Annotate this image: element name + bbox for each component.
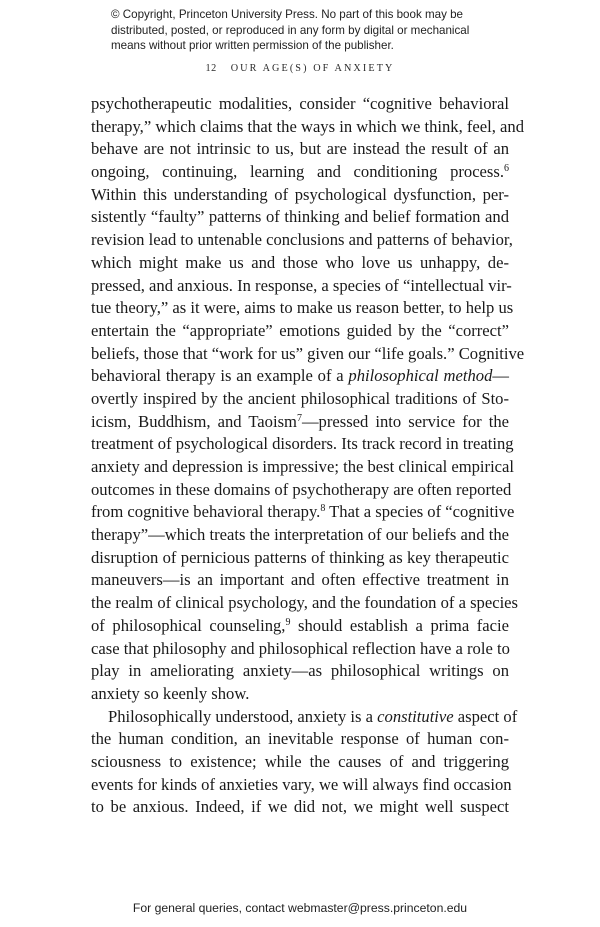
text-line	[91, 411, 509, 434]
emphasis: constitutive	[377, 706, 454, 726]
text-line: which might make us and those who love us unhappy, de-	[91, 252, 509, 272]
text-line	[91, 615, 509, 638]
text-line: sistently “faulty” patterns of thinking and belief formation and	[91, 207, 509, 227]
text-line: therapy”—which treats the interpretation of our beliefs and the	[91, 525, 509, 545]
text-line: sciousness to existence; while the causes of and triggering	[91, 751, 509, 771]
text-run: ongoing, continuing, learning and conditioning process.	[91, 162, 504, 182]
text-line: behave are not intrinsic to us, but are instead the result of an	[91, 139, 509, 159]
text-run: icism, Buddhism, and Taoism	[91, 411, 297, 431]
text-line: disruption of pernicious patterns of thinking as key therapeutic	[91, 547, 509, 567]
text-line: psychotherapeutic modalities, consider “cognitive behavioral	[91, 94, 509, 113]
page-number: 12	[205, 63, 217, 74]
text-line: events for kinds of anxieties vary, we will always find occasion	[91, 774, 512, 794]
text-line: tue theory,” as it were, aims to make us reason better, to help us	[91, 298, 514, 318]
text-line: pressed, and anxious. In response, a species of “intellectual vir-	[91, 275, 512, 295]
copyright-line: © Copyright, Princeton University Press. No part of this book may be	[111, 8, 463, 21]
footer-contact: For general queries, contact webmaster@press.princeton.edu	[132, 901, 468, 915]
text-line	[91, 501, 515, 524]
copyright-line: means without prior written permission of the publisher.	[111, 39, 394, 53]
text-line: outcomes in these domains of psychotherapy are often reported	[91, 479, 512, 499]
chapter-title: OUR AGE(S) OF ANXIETY	[230, 63, 395, 74]
text-run: aspect of	[453, 706, 518, 726]
text-line: play in ameliorating anxiety—as philosophical writings on	[91, 661, 509, 681]
text-line	[91, 161, 509, 184]
text-line: anxiety so keenly show.	[91, 683, 250, 703]
text-line: entertain the “appropriate” emotions guided by the “correct”	[91, 320, 509, 340]
footnote-marker[interactable]: 8	[320, 503, 326, 515]
text-run: Philosophically understood, anxiety is a	[108, 706, 378, 726]
copyright-line: distributed, posted, or reproduced in any form by digital or mechanical	[111, 23, 470, 37]
text-line: to be anxious. Indeed, if we did not, we might well suspect	[91, 797, 509, 817]
text-line: maneuvers—is an important and often effective treatment in	[91, 570, 509, 590]
text-line: treatment of psychological disorders. Its track record in treating	[91, 434, 514, 454]
emphasis: philosophical method	[348, 366, 493, 386]
text-run: —	[492, 366, 509, 386]
text-run: That a species of “cognitive	[325, 502, 515, 522]
copyright-notice	[111, 7, 511, 54]
text-line: Within this understanding of psychological dysfunction, per-	[91, 184, 509, 204]
text-line: revision lead to untenable conclusions and patterns of behavior,	[91, 230, 513, 250]
text-run: behavioral therapy is an example of a	[91, 366, 349, 386]
text-line: beliefs, those that “work for us” given our “life goals.” Cognitive	[91, 343, 525, 363]
running-head	[0, 63, 600, 74]
text-run: —pressed into service for the	[301, 411, 509, 431]
text-line: case that philosophy and philosophical reflection have a role to	[91, 638, 510, 658]
text-line: overtly inspired by the ancient philosophical traditions of Sto-	[91, 388, 509, 408]
text-line: the realm of clinical psychology, and the foundation of a species	[91, 593, 518, 613]
text-line: therapy,” which claims that the ways in which we think, feel, and	[91, 116, 524, 136]
text-line	[91, 365, 509, 388]
text-line: the human condition, an inevitable response of human con-	[91, 729, 509, 749]
footnote-marker[interactable]: 9	[285, 616, 291, 628]
footnote-marker[interactable]: 6	[504, 163, 509, 175]
text-run: should establish a prima facie	[290, 615, 509, 635]
text-run: of philosophical counseling,	[91, 615, 286, 635]
text-line: anxiety and depression is impressive; the best clinical empirical	[91, 457, 515, 476]
text-run: from cognitive behavioral therapy.	[91, 502, 321, 522]
footnote-marker[interactable]: 7	[296, 412, 302, 424]
body-text	[91, 93, 525, 819]
text-line	[91, 706, 518, 729]
